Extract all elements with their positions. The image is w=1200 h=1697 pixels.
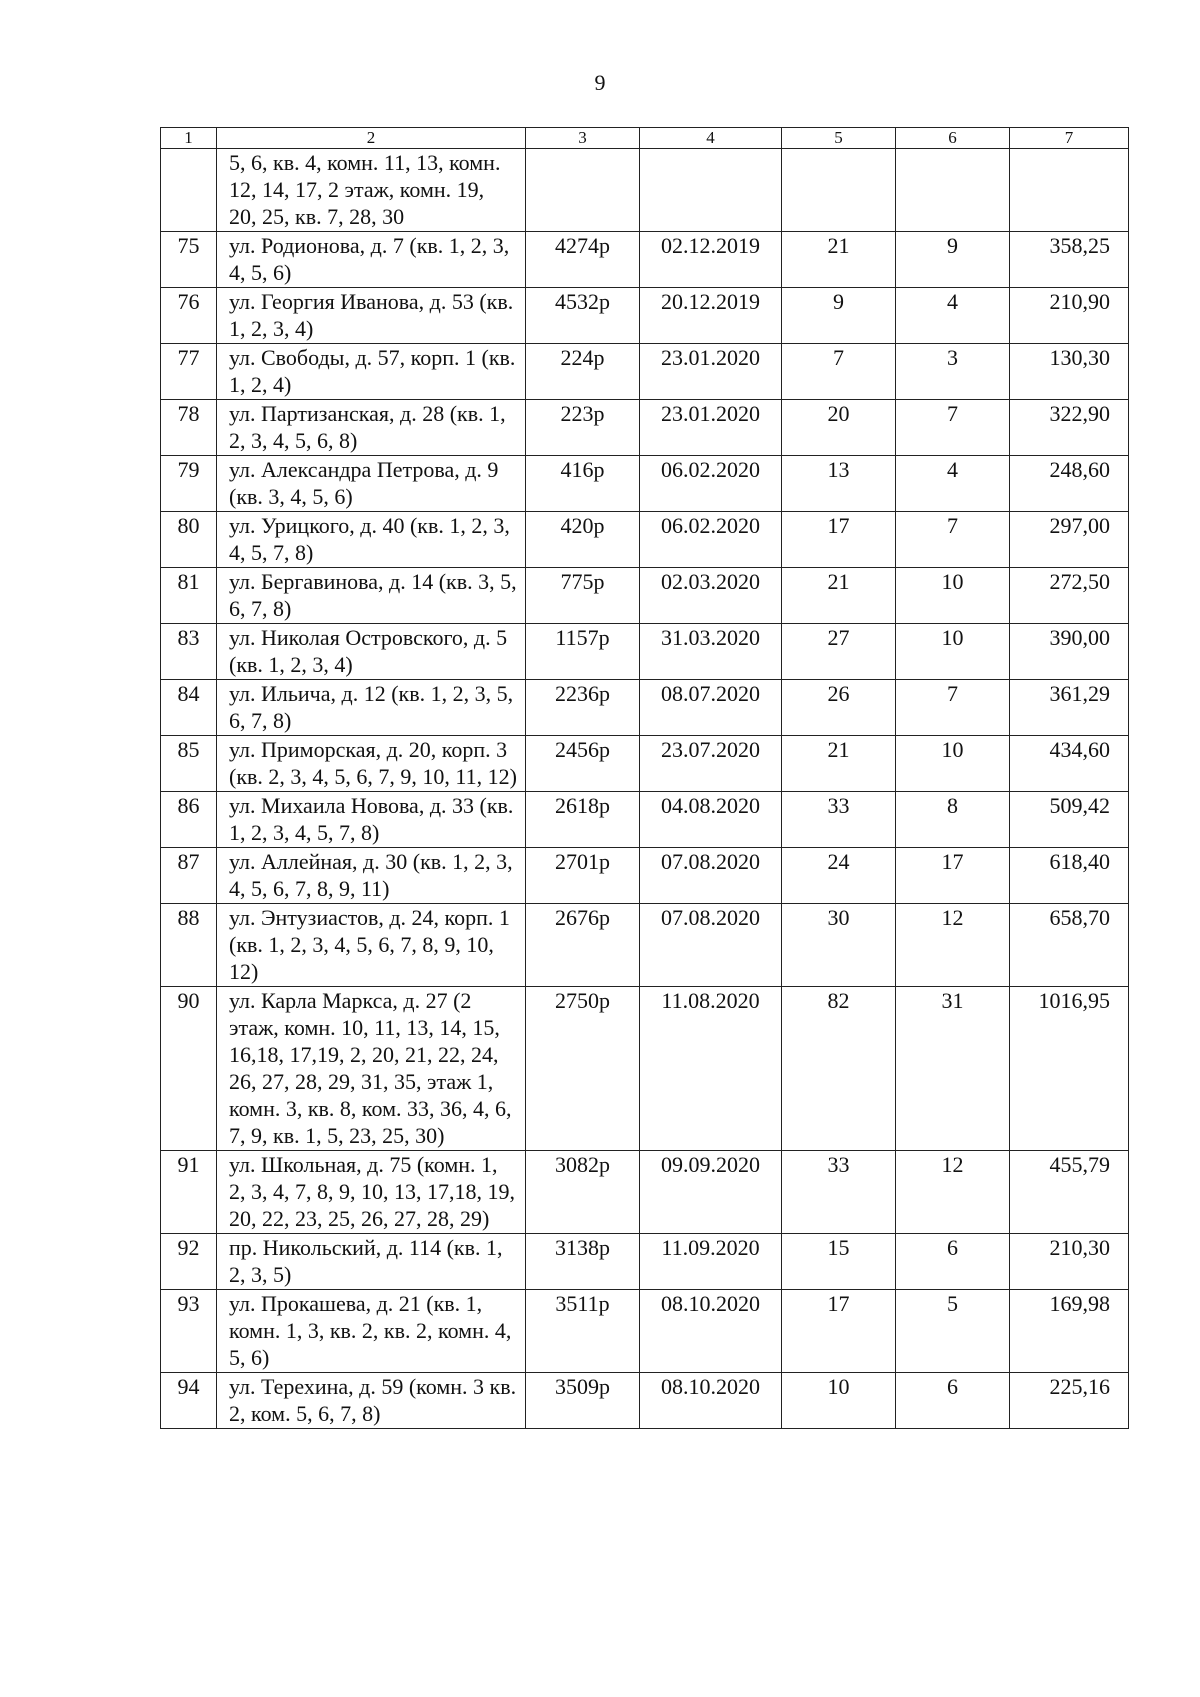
- cell-order-date: 23.07.2020: [640, 736, 782, 792]
- cell-area: 658,70: [1010, 904, 1129, 987]
- cell-rooms-count: 4: [896, 288, 1010, 344]
- cell-area: 509,42: [1010, 792, 1129, 848]
- cell-rooms-count: 10: [896, 624, 1010, 680]
- cell-rooms-count: [896, 149, 1010, 232]
- cell-rooms-count: 8: [896, 792, 1010, 848]
- cell-residents-count: 17: [782, 512, 896, 568]
- cell-order-number: [526, 149, 640, 232]
- table-row: [161, 792, 1129, 848]
- col-header-6: 6: [896, 128, 1010, 149]
- cell-order-number: 2750р: [526, 987, 640, 1151]
- table-row: [161, 848, 1129, 904]
- cell-address: 5, 6, кв. 4, комн. 11, 13, комн. 12, 14, 17, 2 этаж, комн. 19, 20, 25, кв. 7, 28, 30: [217, 149, 526, 232]
- table-row: [161, 624, 1129, 680]
- cell-residents-count: 20: [782, 400, 896, 456]
- cell-address: ул. Ильича, д. 12 (кв. 1, 2, 3, 5, 6, 7, 8): [217, 680, 526, 736]
- cell-area: 297,00: [1010, 512, 1129, 568]
- table-row: [161, 149, 1129, 232]
- cell-rooms-count: 10: [896, 736, 1010, 792]
- cell-row-number: 91: [161, 1151, 217, 1234]
- cell-residents-count: 21: [782, 232, 896, 288]
- cell-order-number: 4532р: [526, 288, 640, 344]
- cell-order-number: 2236р: [526, 680, 640, 736]
- cell-residents-count: 33: [782, 1151, 896, 1234]
- cell-residents-count: 82: [782, 987, 896, 1151]
- table-row: [161, 1290, 1129, 1373]
- cell-rooms-count: 10: [896, 568, 1010, 624]
- cell-row-number: 86: [161, 792, 217, 848]
- cell-area: 361,29: [1010, 680, 1129, 736]
- table-row: [161, 1151, 1129, 1234]
- cell-order-date: 07.08.2020: [640, 848, 782, 904]
- cell-order-date: 06.02.2020: [640, 456, 782, 512]
- cell-order-number: 416р: [526, 456, 640, 512]
- cell-order-date: 09.09.2020: [640, 1151, 782, 1234]
- cell-residents-count: 33: [782, 792, 896, 848]
- cell-order-date: 06.02.2020: [640, 512, 782, 568]
- cell-rooms-count: 7: [896, 512, 1010, 568]
- cell-area: 358,25: [1010, 232, 1129, 288]
- cell-order-number: 3082р: [526, 1151, 640, 1234]
- cell-row-number: 77: [161, 344, 217, 400]
- cell-residents-count: 27: [782, 624, 896, 680]
- cell-area: 455,79: [1010, 1151, 1129, 1234]
- cell-rooms-count: 9: [896, 232, 1010, 288]
- cell-order-number: 420р: [526, 512, 640, 568]
- cell-area: 322,90: [1010, 400, 1129, 456]
- cell-rooms-count: 7: [896, 680, 1010, 736]
- table-row: [161, 344, 1129, 400]
- cell-area: [1010, 149, 1129, 232]
- table-row: [161, 456, 1129, 512]
- cell-row-number: 75: [161, 232, 217, 288]
- cell-order-date: 23.01.2020: [640, 344, 782, 400]
- cell-rooms-count: 3: [896, 344, 1010, 400]
- cell-rooms-count: 31: [896, 987, 1010, 1151]
- cell-order-date: 02.03.2020: [640, 568, 782, 624]
- cell-order-number: 224р: [526, 344, 640, 400]
- cell-order-number: 2618р: [526, 792, 640, 848]
- cell-order-date: 11.08.2020: [640, 987, 782, 1151]
- cell-order-date: 20.12.2019: [640, 288, 782, 344]
- col-header-4: 4: [640, 128, 782, 149]
- cell-order-date: 08.10.2020: [640, 1290, 782, 1373]
- cell-rooms-count: 6: [896, 1234, 1010, 1290]
- cell-address: ул. Михаила Новова, д. 33 (кв. 1, 2, 3, 4, 5, 7, 8): [217, 792, 526, 848]
- cell-order-date: 23.01.2020: [640, 400, 782, 456]
- cell-row-number: 93: [161, 1290, 217, 1373]
- cell-order-date: 07.08.2020: [640, 904, 782, 987]
- cell-rooms-count: 17: [896, 848, 1010, 904]
- cell-rooms-count: 4: [896, 456, 1010, 512]
- cell-row-number: 81: [161, 568, 217, 624]
- header-row: [161, 128, 1129, 149]
- cell-residents-count: 7: [782, 344, 896, 400]
- cell-row-number: 88: [161, 904, 217, 987]
- cell-address: ул. Николая Островского, д. 5 (кв. 1, 2, 3, 4): [217, 624, 526, 680]
- cell-address: ул. Терехина, д. 59 (комн. 3 кв. 2, ком. 5, 6, 7, 8): [217, 1373, 526, 1429]
- cell-order-number: 4274р: [526, 232, 640, 288]
- col-header-1: 1: [161, 128, 217, 149]
- cell-address: ул. Энтузиастов, д. 24, корп. 1 (кв. 1, 2, 3, 4, 5, 6, 7, 8, 9, 10, 12): [217, 904, 526, 987]
- cell-order-number: 223р: [526, 400, 640, 456]
- cell-area: 272,50: [1010, 568, 1129, 624]
- cell-address: ул. Бергавинова, д. 14 (кв. 3, 5, 6, 7, 8): [217, 568, 526, 624]
- cell-row-number: 76: [161, 288, 217, 344]
- cell-area: 434,60: [1010, 736, 1129, 792]
- cell-row-number: 78: [161, 400, 217, 456]
- table-row: [161, 1373, 1129, 1429]
- cell-rooms-count: 12: [896, 904, 1010, 987]
- cell-address: ул. Александра Петрова, д. 9 (кв. 3, 4, 5, 6): [217, 456, 526, 512]
- cell-residents-count: 30: [782, 904, 896, 987]
- cell-address: ул. Партизанская, д. 28 (кв. 1, 2, 3, 4, 5, 6, 8): [217, 400, 526, 456]
- cell-order-date: 11.09.2020: [640, 1234, 782, 1290]
- cell-order-number: 3138р: [526, 1234, 640, 1290]
- cell-address: ул. Прокашева, д. 21 (кв. 1, комн. 1, 3, кв. 2, кв. 2, комн. 4, 5, 6): [217, 1290, 526, 1373]
- table-row: [161, 1234, 1129, 1290]
- cell-address: ул. Георгия Иванова, д. 53 (кв. 1, 2, 3, 4): [217, 288, 526, 344]
- table-row: [161, 288, 1129, 344]
- cell-residents-count: [782, 149, 896, 232]
- cell-row-number: 94: [161, 1373, 217, 1429]
- cell-residents-count: 15: [782, 1234, 896, 1290]
- table-row: [161, 512, 1129, 568]
- cell-address: ул. Школьная, д. 75 (комн. 1, 2, 3, 4, 7, 8, 9, 10, 13, 17,18, 19, 20, 22, 23, 25, 26, 27, 28, 29): [217, 1151, 526, 1234]
- cell-residents-count: 24: [782, 848, 896, 904]
- cell-rooms-count: 5: [896, 1290, 1010, 1373]
- cell-order-number: 775р: [526, 568, 640, 624]
- cell-order-date: 31.03.2020: [640, 624, 782, 680]
- table-row: [161, 680, 1129, 736]
- cell-order-date: 04.08.2020: [640, 792, 782, 848]
- col-header-5: 5: [782, 128, 896, 149]
- cell-order-number: 1157р: [526, 624, 640, 680]
- cell-area: 169,98: [1010, 1290, 1129, 1373]
- cell-row-number: 92: [161, 1234, 217, 1290]
- housing-table: [160, 127, 1129, 1429]
- cell-row-number: 85: [161, 736, 217, 792]
- cell-rooms-count: 7: [896, 400, 1010, 456]
- cell-residents-count: 10: [782, 1373, 896, 1429]
- cell-row-number: 90: [161, 987, 217, 1151]
- cell-address: пр. Никольский, д. 114 (кв. 1, 2, 3, 5): [217, 1234, 526, 1290]
- cell-address: ул. Приморская, д. 20, корп. 3 (кв. 2, 3, 4, 5, 6, 7, 9, 10, 11, 12): [217, 736, 526, 792]
- table-row: [161, 232, 1129, 288]
- cell-residents-count: 26: [782, 680, 896, 736]
- cell-area: 618,40: [1010, 848, 1129, 904]
- cell-row-number: [161, 149, 217, 232]
- cell-area: 390,00: [1010, 624, 1129, 680]
- cell-row-number: 87: [161, 848, 217, 904]
- col-header-7: 7: [1010, 128, 1129, 149]
- cell-row-number: 80: [161, 512, 217, 568]
- cell-order-date: [640, 149, 782, 232]
- cell-area: 225,16: [1010, 1373, 1129, 1429]
- cell-address: ул. Урицкого, д. 40 (кв. 1, 2, 3, 4, 5, 7, 8): [217, 512, 526, 568]
- cell-residents-count: 21: [782, 568, 896, 624]
- page-number: 9: [594, 70, 606, 95]
- table-row: [161, 568, 1129, 624]
- table-row: [161, 400, 1129, 456]
- col-header-3: 3: [526, 128, 640, 149]
- cell-residents-count: 9: [782, 288, 896, 344]
- cell-order-date: 02.12.2019: [640, 232, 782, 288]
- cell-address: ул. Свободы, д. 57, корп. 1 (кв. 1, 2, 4): [217, 344, 526, 400]
- cell-residents-count: 13: [782, 456, 896, 512]
- cell-order-number: 2456р: [526, 736, 640, 792]
- cell-order-number: 2701р: [526, 848, 640, 904]
- cell-address: ул. Аллейная, д. 30 (кв. 1, 2, 3, 4, 5, 6, 7, 8, 9, 11): [217, 848, 526, 904]
- cell-address: ул. Родионова, д. 7 (кв. 1, 2, 3, 4, 5, 6): [217, 232, 526, 288]
- cell-order-date: 08.07.2020: [640, 680, 782, 736]
- cell-residents-count: 21: [782, 736, 896, 792]
- cell-order-date: 08.10.2020: [640, 1373, 782, 1429]
- cell-rooms-count: 6: [896, 1373, 1010, 1429]
- table-row: [161, 736, 1129, 792]
- cell-area: 210,30: [1010, 1234, 1129, 1290]
- cell-area: 1016,95: [1010, 987, 1129, 1151]
- col-header-2: 2: [217, 128, 526, 149]
- cell-row-number: 84: [161, 680, 217, 736]
- cell-order-number: 3511р: [526, 1290, 640, 1373]
- cell-address: ул. Карла Маркса, д. 27 (2 этаж, комн. 10, 11, 13, 14, 15, 16,18, 17,19, 2, 20, 21, 22, 24, 26, 27, 28, 29, 31, 35, этаж 1, комн. 3, кв. 8, ком. 33, 36, 4, 6, 7, 9, кв. 1, 5, 23, 25, 30): [217, 987, 526, 1151]
- cell-area: 248,60: [1010, 456, 1129, 512]
- table-row: [161, 904, 1129, 987]
- table-row: [161, 987, 1129, 1151]
- cell-rooms-count: 12: [896, 1151, 1010, 1234]
- cell-area: 130,30: [1010, 344, 1129, 400]
- cell-row-number: 83: [161, 624, 217, 680]
- cell-order-number: 3509р: [526, 1373, 640, 1429]
- cell-row-number: 79: [161, 456, 217, 512]
- cell-order-number: 2676р: [526, 904, 640, 987]
- cell-residents-count: 17: [782, 1290, 896, 1373]
- cell-area: 210,90: [1010, 288, 1129, 344]
